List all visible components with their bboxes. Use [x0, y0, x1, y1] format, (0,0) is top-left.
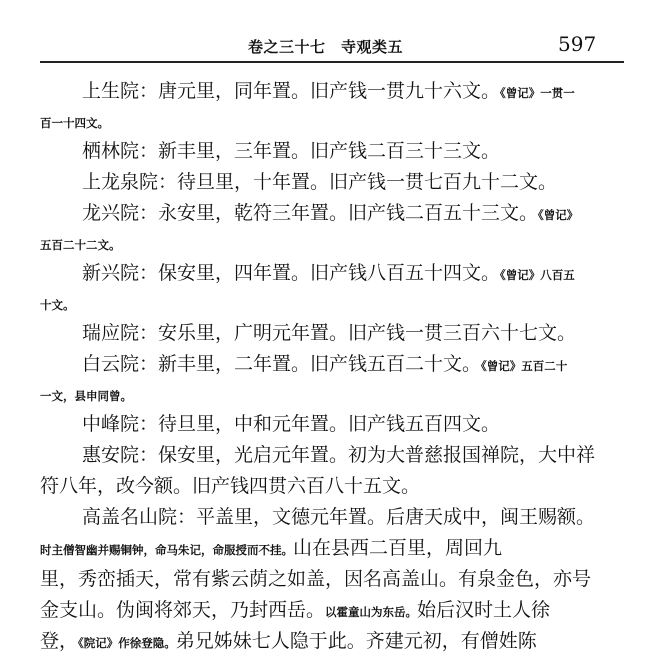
main-text: 山在县西二百里，周回九	[293, 537, 503, 559]
text-line	[40, 533, 624, 564]
annotation-text: 五百二十二文。	[40, 238, 121, 252]
text-line	[40, 318, 624, 349]
annotation-text: 一文，县申同曾。	[40, 389, 132, 403]
text-line	[40, 258, 624, 289]
note-line	[40, 229, 624, 258]
main-text: 始后汉时土人徐	[417, 599, 551, 621]
running-title: 卷之三十七 寺观类五	[248, 38, 404, 56]
main-text: 惠安院：保安里，光启元年置。初为大普慈报国禅院，大中祥	[82, 444, 596, 466]
main-text: 符八年，改今额。旧产钱四贯六百八十五文。	[40, 475, 421, 497]
annotation-text: 《曾记》八百五	[500, 268, 575, 282]
main-text: 登，	[40, 630, 79, 652]
annotation-text: 《曾记》一贯一	[500, 86, 575, 100]
main-text: 新兴院：保安里，四年置。旧产钱八百五十四文。	[82, 262, 501, 284]
text-line	[40, 440, 624, 471]
text-line	[40, 502, 624, 533]
main-text: 高盖名山院：平盖里，文德元年置。后唐天成中，闽王赐额。	[82, 506, 596, 528]
page-number: 597	[558, 32, 597, 56]
main-text: 金支山。伪闽将郊天，乃封西岳。	[40, 599, 326, 621]
annotation-text: 十文。	[40, 298, 75, 312]
text-line	[40, 349, 624, 380]
text-line	[40, 76, 624, 107]
text-line	[40, 595, 624, 626]
note-line	[40, 107, 624, 136]
main-text: 弟兄姊妹七人隐于此。齐建元初，有僧姓陈	[175, 630, 537, 652]
text-line	[40, 564, 624, 595]
main-text: 上龙泉院：待旦里，十年置。旧产钱一贯七百九十二文。	[82, 171, 558, 193]
main-text: 白云院：新丰里，二年置。旧产钱五百二十文。	[82, 353, 482, 375]
note-line	[40, 289, 624, 318]
annotation-text: 时主僧智幽并赐铜钟，命马朱记，命服授而不挂。	[40, 543, 293, 557]
text-line	[40, 198, 624, 229]
body-text	[40, 76, 624, 657]
header-rule	[40, 61, 624, 63]
main-text: 上生院：唐元里，同年置。旧产钱一贯九十六文。	[82, 80, 501, 102]
text-line	[40, 471, 624, 502]
annotation-text: 以霍童山为东岳。	[325, 605, 418, 619]
annotation-text: 《曾记》五百二十	[481, 359, 568, 373]
main-text: 瑞应院：安乐里，广明元年置。旧产钱一贯三百六十七文。	[82, 322, 577, 344]
text-line	[40, 626, 624, 657]
note-line	[40, 380, 624, 409]
text-line	[40, 136, 624, 167]
annotation-text: 《曾记》	[538, 208, 579, 222]
text-line	[40, 409, 624, 440]
main-text: 里，秀峦插天，常有紫云荫之如盖，因名高盖山。有泉金色，亦号	[40, 568, 592, 590]
annotation-text: 百一十四文。	[40, 116, 109, 130]
page-header	[0, 0, 663, 64]
main-text: 栖林院：新丰里，三年置。旧产钱二百三十三文。	[82, 140, 501, 162]
main-text: 龙兴院：永安里，乾符三年置。旧产钱二百五十三文。	[82, 202, 539, 224]
text-line	[40, 167, 624, 198]
main-text: 中峰院：待旦里，中和元年置。旧产钱五百四文。	[82, 413, 501, 435]
annotation-text: 《院记》作徐登隐。	[78, 636, 176, 650]
